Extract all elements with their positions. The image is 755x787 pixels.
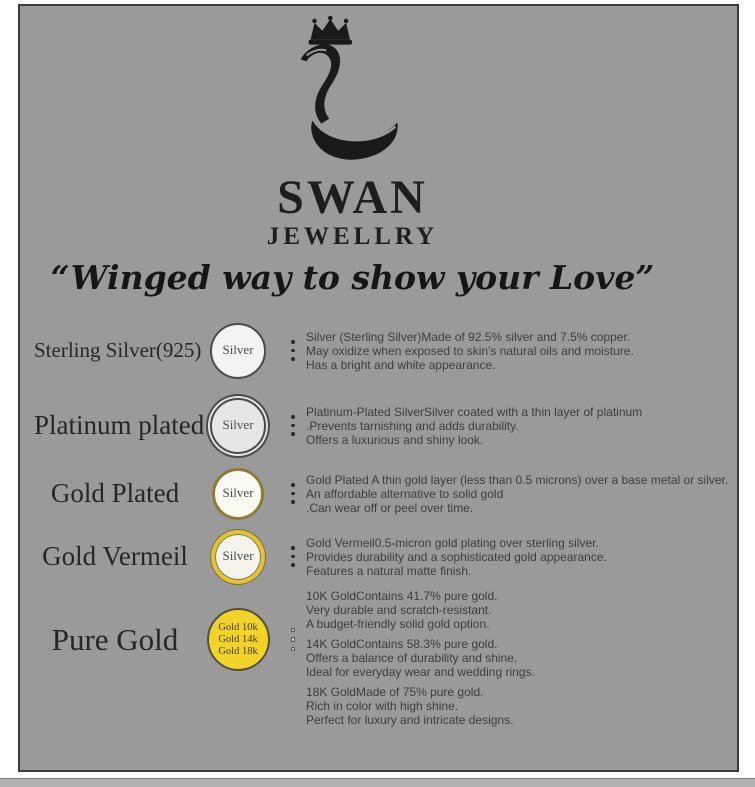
metal-badge-wrap [196,468,280,520]
bottom-edge [0,778,755,787]
metal-descriptions [306,405,737,447]
metal-badge-icon [212,468,264,520]
dots-separator-icon [280,340,306,361]
metal-label: Sterling Silver(925) [34,338,202,363]
metal-row [34,527,737,587]
metal-badge-wrap [196,608,280,671]
metal-label: Gold Vermeil [42,541,188,572]
description-paragraph: 14K GoldContains 58.3% pure gold. Offers a balance of durability and shine. Ideal for everyday wear and wedding rings. [306,636,535,679]
metal-badge-icon [210,323,266,379]
badge-text: Silver [222,548,254,564]
crowned-swan-icon [294,16,412,170]
metal-badge-icon [210,398,266,454]
badge-text: Gold 10k [218,621,258,633]
metal-descriptions [306,589,737,727]
metal-badge-wrap [196,398,280,454]
brand-subtitle: JEWELLRY [266,223,439,250]
metal-badge-wrap [196,530,280,584]
description-paragraph: 18K GoldMade of 75% pure gold. Rich in color with high shine. Perfect for luxury and intricate designs. [306,684,514,727]
dots-separator-icon [280,546,306,567]
description-paragraph: Gold Vermeil0.5-micron gold plating over sterling silver. Provides durability and a sophisticated gold appearance. Features a natural matte finish. [306,535,607,578]
badge-text: Silver [222,417,254,433]
metal-row [34,391,737,461]
metal-rows [20,311,737,729]
metal-label: Pure Gold [51,621,179,657]
description-paragraph: 10K GoldContains 41.7% pure gold. Very durable and scratch-resistant. A budget-friendly solid gold option. [306,588,498,631]
metal-badge-wrap [196,323,280,379]
poster-panel [18,4,739,772]
metal-label: Platinum plated [34,410,205,441]
metal-descriptions [306,473,737,515]
metal-descriptions [306,330,737,372]
description-paragraph: Platinum-Plated SilverSilver coated with a thin layer of platinum .Prevents tarnishing and adds durability. Offers a luxurious and shiny look. [306,404,643,447]
metal-descriptions [306,536,737,578]
description-paragraph: Silver (Sterling Silver)Made of 92.5% silver and 7.5% copper. May oxidize when exposed to skin's natural oils and moisture. Has a bright and white appearance. [306,329,634,372]
dots-separator-icon [280,628,306,652]
badge-text: Silver [222,485,254,501]
brand-tagline: “Winged way to show your Love” [50,258,655,297]
description-paragraph: Gold Plated A thin gold layer (less than 0.5 microns) over a base metal or silver. An affordable alternative to solid gold .Can wear off or peel over time. [306,472,729,515]
badge-text: Silver [222,342,254,358]
brand-header [20,16,737,298]
brand-name: SWAN [277,171,428,224]
metal-label: Gold Plated [50,478,180,509]
metal-badge-icon [207,608,270,671]
dots-separator-icon [280,483,306,504]
dots-separator-icon [280,415,306,436]
metal-badge-icon [211,530,265,584]
metal-row [34,461,737,527]
badge-text: Gold 14k [218,633,258,645]
badge-text: Gold 18k [218,645,258,657]
metal-row [34,587,737,729]
metal-row [34,311,737,391]
